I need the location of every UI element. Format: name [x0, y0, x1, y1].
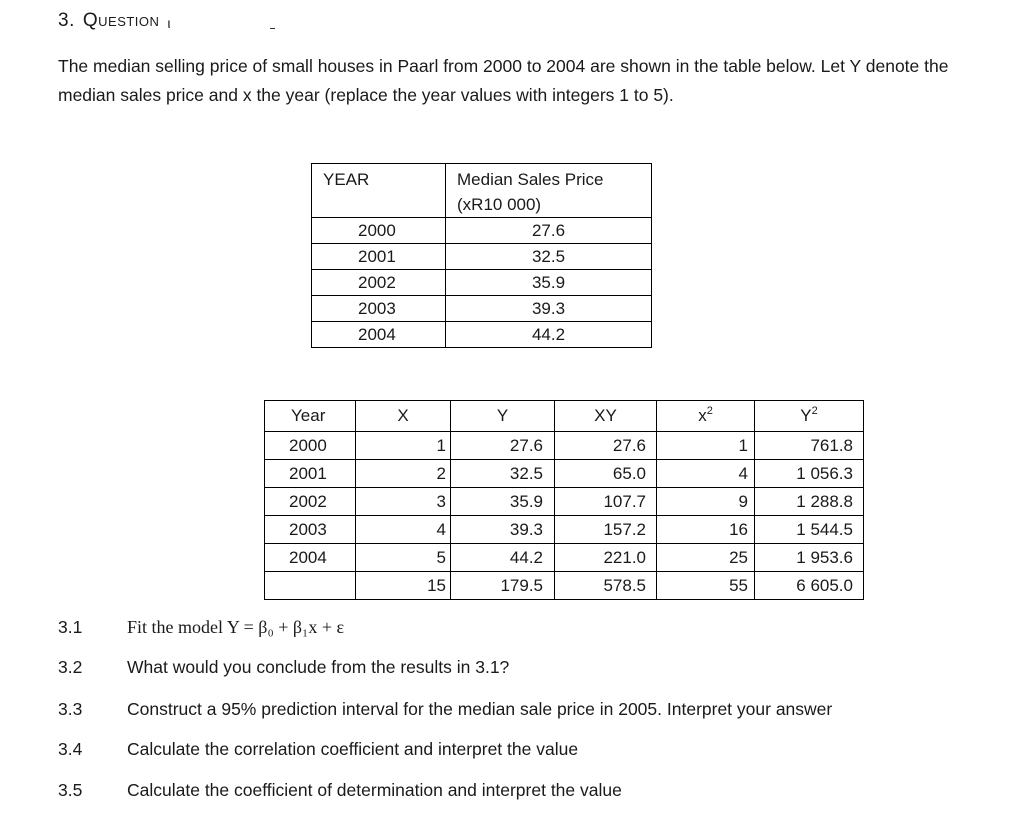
question-title: Question: [82, 10, 160, 31]
question-item-text: What would you conclude from the results in 3.1?: [127, 657, 510, 677]
question-item-text: Calculate the coefficient of determination and interpret the value: [127, 780, 622, 800]
header-year: Year: [265, 401, 356, 432]
year-cell: 2000: [312, 218, 446, 244]
header-xy: XY: [555, 401, 657, 432]
price-cell: 35.9: [446, 270, 652, 296]
table-row: 2001 2 32.5 65.0 4 1 056.3: [265, 460, 864, 488]
price-table: [311, 163, 652, 348]
question-heading: [58, 10, 171, 32]
table-row: 2000 1 27.6 27.6 1 761.8: [265, 432, 864, 460]
year-cell: 2002: [312, 270, 446, 296]
question-item-text: Construct a 95% prediction interval for the median sale price in 2005. Interpret your answer: [127, 699, 833, 719]
table-row: 2004 5 44.2 221.0 25 1 953.6: [265, 544, 864, 572]
year-cell: 2004: [312, 322, 446, 348]
table-row: [312, 322, 652, 348]
price-cell: 27.6: [446, 218, 652, 244]
table-row: [312, 244, 652, 270]
question-number: 3.: [58, 10, 75, 31]
question-item-text: Calculate the correlation coefficient and interpret the value: [127, 739, 579, 759]
table-row: 2003 4 39.3 157.2 16 1 544.5: [265, 516, 864, 544]
question-item-number: 3.1: [58, 617, 83, 637]
question-item-number: 3.4: [58, 739, 83, 759]
computation-table-header: [265, 401, 864, 432]
price-table-header: [312, 164, 652, 218]
price-cell: 32.5: [446, 244, 652, 270]
question-item-number: 3.5: [58, 780, 83, 800]
header-y: Y: [451, 401, 555, 432]
table-row: 2002 3 35.9 107.7 9 1 288.8: [265, 488, 864, 516]
header-x: X: [356, 401, 451, 432]
header-year: YEAR: [312, 164, 446, 218]
year-cell: 2001: [312, 244, 446, 270]
table-row: [312, 270, 652, 296]
price-cell: 39.3: [446, 296, 652, 322]
question-item-number: 3.3: [58, 699, 83, 719]
header-y-squared: $Y^2$: [755, 401, 864, 432]
table-row: [312, 218, 652, 244]
stray-mark: [270, 28, 275, 29]
table-row: [312, 296, 652, 322]
price-cell: 44.2: [446, 322, 652, 348]
header-median-price: Median Sales Price (xR10 000): [446, 164, 652, 218]
question-item-number: 3.2: [58, 657, 83, 677]
year-cell: 2003: [312, 296, 446, 322]
header-x-squared: $x^2$: [657, 401, 755, 432]
tick-mark-icon: ι: [167, 15, 172, 31]
computation-table: [264, 400, 864, 600]
totals-row: 15 179.5 578.5 55 6 605.0: [265, 572, 864, 600]
question-item-text: Fit the model Y = β₀ + β₁x + ε: [127, 617, 345, 637]
intro-paragraph: The median selling price of small houses in Paarl from 2000 to 2004 are shown in the table below. Let Y denote the median sales price and x the year (replace the year values with integers 1 to 5).: [58, 56, 949, 105]
